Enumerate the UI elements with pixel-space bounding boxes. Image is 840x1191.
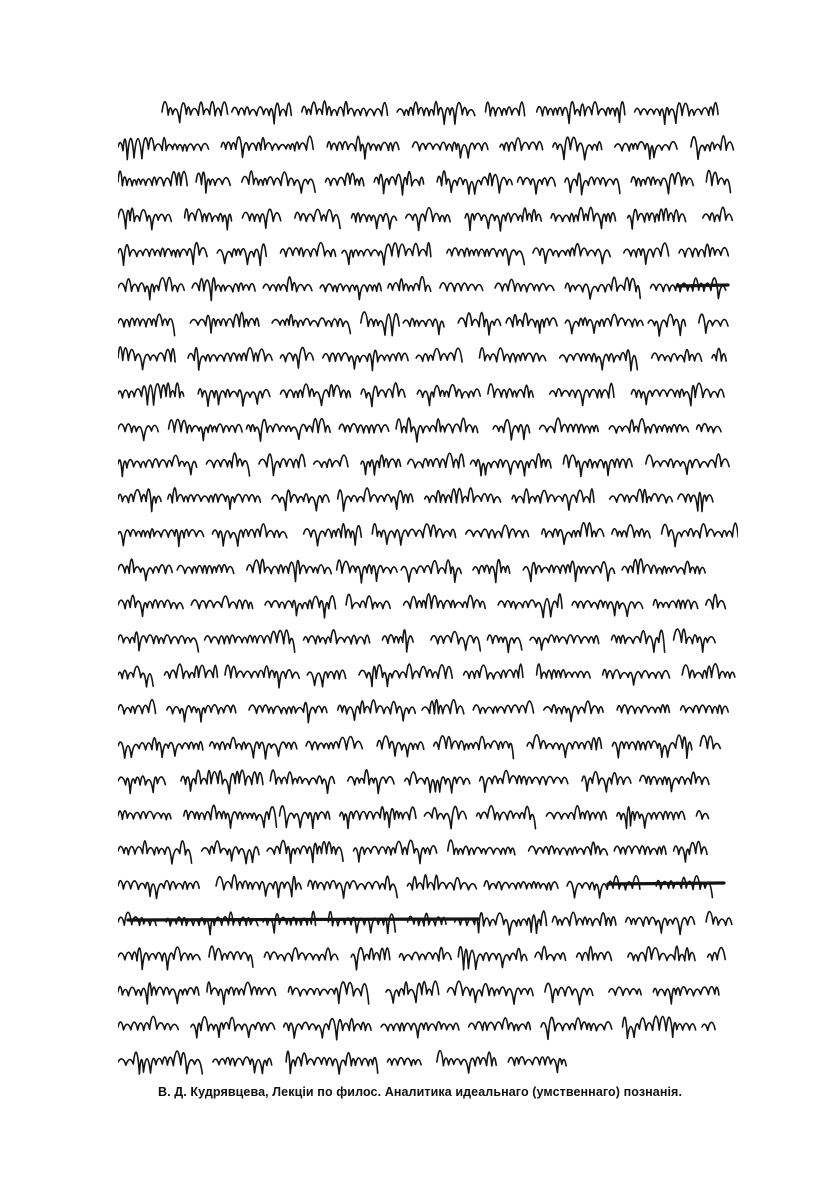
handwriting-line: [118, 409, 738, 443]
handwriting-line: [118, 831, 738, 865]
handwriting-line: [118, 479, 738, 513]
handwriting-line: [118, 444, 738, 478]
handwriting-line: [118, 127, 738, 161]
handwriting-line: [118, 268, 738, 302]
handwritten-text-block: [118, 92, 738, 1072]
handwriting-line: [118, 374, 738, 408]
handwriting-line: [118, 796, 738, 830]
handwriting-line: [118, 620, 738, 654]
handwriting-line: [118, 514, 738, 548]
handwriting-line: [118, 585, 738, 619]
handwriting-line: [118, 550, 738, 584]
handwriting-line: [118, 972, 738, 1006]
handwriting-line: [118, 198, 738, 232]
handwriting-line: [118, 338, 738, 372]
handwriting-line: [118, 1042, 738, 1076]
handwriting-line: [118, 690, 738, 724]
handwriting-line: [118, 937, 738, 971]
handwriting-line: [118, 1007, 738, 1041]
handwriting-line: [118, 303, 738, 337]
handwriting-line: [118, 761, 738, 795]
handwriting-line: [118, 866, 738, 900]
handwriting-line: [118, 726, 738, 760]
page-caption: В. Д. Кудрявцева, Лекціи по филос. Аналитика идеальнаго (умственнаго) познанія.: [157, 1085, 683, 1099]
handwriting-line: [118, 162, 738, 196]
handwriting-line: [118, 233, 738, 267]
handwriting-line: [118, 92, 738, 126]
handwriting-line: [118, 902, 738, 936]
handwriting-line: [118, 655, 738, 689]
